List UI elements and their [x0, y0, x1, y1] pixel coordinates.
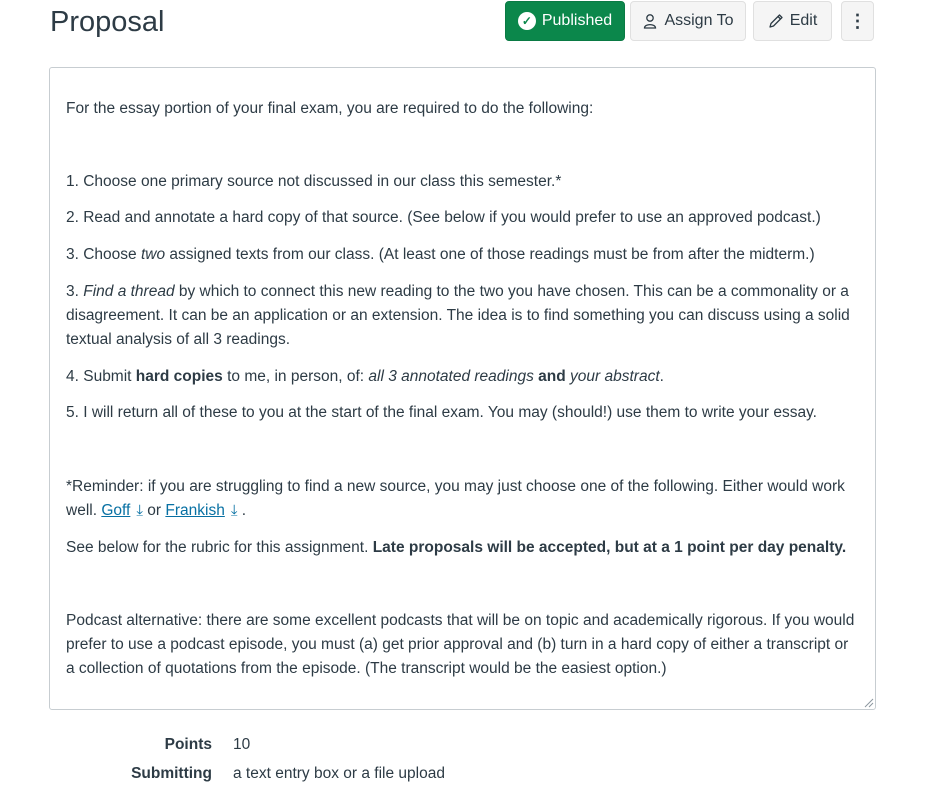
edit-label: Edit	[789, 12, 818, 29]
published-label: Published	[541, 12, 613, 29]
submitting-value: a text entry box or a file upload	[233, 765, 445, 782]
check-circle-icon: ✓	[518, 12, 536, 30]
download-icon[interactable]: ⤓	[136, 502, 143, 519]
step-3-choose: 3. Choose two assigned texts from our class. (At least one of those readings must be from after the midterm.)	[66, 246, 815, 263]
assign-to-button[interactable]	[630, 1, 746, 41]
podcast-paragraph: Podcast alternative: there are some excellent podcasts that will be on topic and academically rigorous. If you would prefer to use a podcast episode, you must (a) get prior approval and (b) turn in a hard copy of either a transcript or a collection of quotations from the episode. (The transcript would be the easiest option.)	[66, 612, 855, 677]
points-label: Points	[164, 736, 212, 753]
points-value: 10	[233, 736, 251, 753]
frankish-link[interactable]: Frankish	[165, 502, 225, 519]
user-icon	[642, 13, 658, 29]
assignment-description	[49, 67, 876, 710]
edit-button[interactable]	[753, 1, 832, 41]
goff-link[interactable]: Goff	[101, 502, 131, 519]
intro-paragraph: For the essay portion of your final exam, you are required to do the following:	[66, 100, 594, 117]
step-3-thread: 3. Find a thread by which to connect this new reading to the two you have chosen. This can be a commonality or a disagreement. It can be an application or an extension. The idea is to find something you can discuss using a solid textual analysis of all 3 readings.	[66, 283, 850, 348]
page-title: Proposal	[50, 6, 165, 38]
step-4: 4. Submit hard copies to me, in person, of: all 3 annotated readings and your abstract.	[66, 368, 664, 385]
assign-to-label: Assign To	[664, 12, 734, 29]
more-options-button[interactable]	[841, 1, 874, 41]
rubric-paragraph: See below for the rubric for this assignment. Late proposals will be accepted, but at a 1 point per day penalty.	[66, 539, 847, 556]
reminder-paragraph: *Reminder: if you are struggling to find a new source, you may just choose one of the following. Either would work well. Goff ⤓ or Frankish ⤓ .	[66, 475, 861, 523]
published-button[interactable]	[505, 1, 625, 41]
more-vertical-icon: ⋮	[848, 10, 867, 31]
step-1: 1. Choose one primary source not discussed in our class this semester.*	[66, 173, 562, 190]
step-2: 2. Read and annotate a hard copy of that source. (See below if you would prefer to use an approved podcast.)	[66, 209, 821, 226]
download-icon[interactable]: ⤓	[230, 502, 238, 519]
resize-handle-icon[interactable]	[864, 698, 874, 708]
pencil-icon	[768, 13, 784, 29]
step-5: 5. I will return all of these to you at the start of the final exam. You may (should!) use them to write your essay.	[66, 404, 817, 421]
submitting-label: Submitting	[131, 765, 212, 782]
